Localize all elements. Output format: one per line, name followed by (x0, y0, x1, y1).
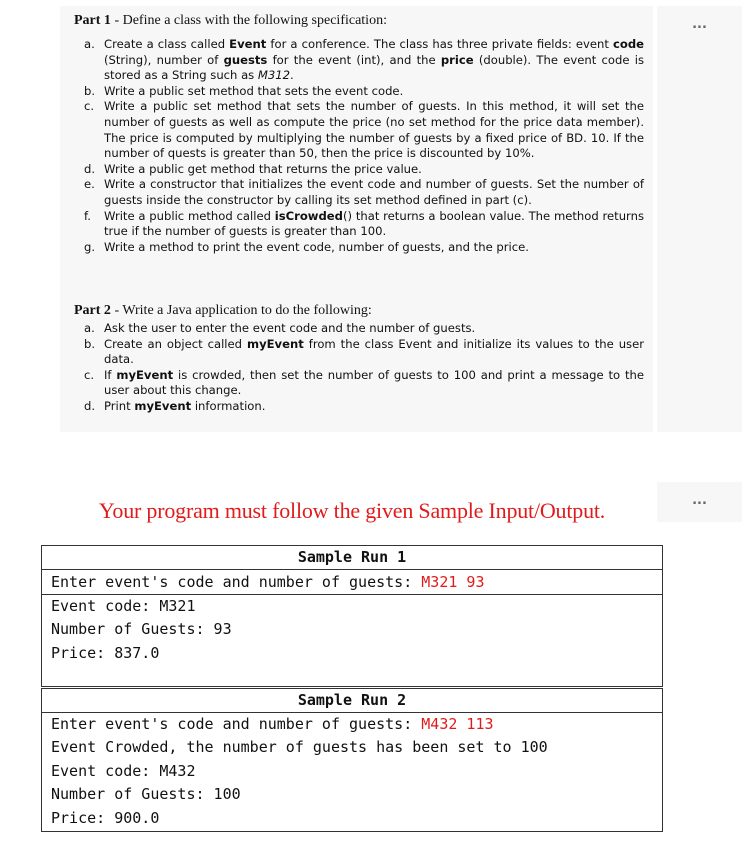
item-marker: g. (84, 239, 96, 254)
list-item (74, 177, 644, 208)
item-marker: c. (84, 99, 95, 114)
output-line: Price: 837.0 (51, 643, 160, 662)
list-item (74, 162, 644, 178)
output-line: Event Crowded, the number of guests has been set to 100 (51, 738, 548, 757)
item-marker: c. (84, 367, 95, 382)
list-item (74, 240, 644, 256)
item-marker: a. (84, 321, 95, 335)
sample-run-prompt: Enter event's code and number of guests: M321 93 (42, 570, 662, 595)
list-item (74, 84, 644, 100)
item-text: Ask the user to enter the event code and the number of guests. (104, 321, 476, 335)
item-marker: e. (84, 177, 95, 192)
part1-list (74, 37, 644, 255)
item-marker: d. (84, 398, 96, 413)
item-text: Write a public method called isCrowded() that returns a boolean value. The method returns true if the number of guests is greater than 100. (104, 208, 644, 239)
item-marker: a. (84, 37, 95, 51)
item-text: Create a class called Event for a conference. The class has three private fields: event code (String), number of guests for the event (int), and the price (double). The event code is stored as a String such as M312. (104, 37, 644, 83)
list-item (74, 99, 644, 161)
item-text: If myEvent is crowded, then set the number of guests to 100 and print a message to the user about this change. (104, 367, 644, 398)
output-line: Number of Guests: 93 (51, 620, 232, 639)
sample-run-title: Sample Run 1 (42, 546, 662, 570)
item-text: Create an object called myEvent from the class Event and initialize its values to the user data. (104, 336, 644, 367)
user-input: M432 113 (421, 715, 494, 733)
sample-run-prompt: Enter event's code and number of guests: M432 113 (51, 715, 494, 733)
sample-run-1-box (41, 545, 663, 687)
item-text: Print myEvent information. (104, 398, 266, 413)
item-text: Write a method to print the event code, number of guests, and the price. (104, 239, 529, 254)
more-options-icon[interactable]: ... (657, 6, 742, 432)
list-item (74, 399, 644, 415)
list-item (74, 321, 644, 337)
list-item (74, 368, 644, 399)
notice-heading: Your program must follow the given Sample Input/Output. (98, 498, 606, 523)
list-item (74, 337, 644, 368)
list-item (74, 37, 644, 84)
item-text: Write a public set method that sets the number of guests. In this method, it will set the number of guests as well as compute the price (no set method for the price data member). The price is computed by multiplying the number of guests by a fixed price of BD. 10. If the number of quests is greater than 50, then the price is discounted by 10%. (104, 99, 644, 161)
item-marker: d. (84, 161, 96, 176)
part2-list (74, 321, 644, 415)
part1-title: Part 1 - Define a class with the following specification: (74, 13, 387, 28)
item-marker: b. (84, 336, 96, 351)
output-line: Event code: M432 (51, 761, 196, 780)
item-text: Write a constructor that initializes the event code and number of guests. Set the number of guests inside the constructor by calling its set method defined in part (c). (104, 177, 644, 207)
output-line: Number of Guests: 100 (51, 785, 241, 804)
more-options-icon[interactable]: ... (657, 482, 742, 522)
user-input: M321 93 (421, 573, 485, 591)
sample-run-2-box (41, 688, 663, 832)
item-marker: f. (84, 208, 91, 223)
sample-run-title: Sample Run 2 (42, 689, 662, 713)
output-line: Price: 900.0 (51, 808, 160, 827)
part2-title: Part 2 - Write a Java application to do the following: (74, 303, 372, 318)
item-marker: b. (84, 83, 96, 98)
item-text: Write a public set method that sets the event code. (104, 83, 404, 98)
item-text: Write a public get method that returns the price value. (104, 161, 422, 176)
list-item (74, 209, 644, 240)
output-line: Event code: M321 (51, 597, 196, 615)
